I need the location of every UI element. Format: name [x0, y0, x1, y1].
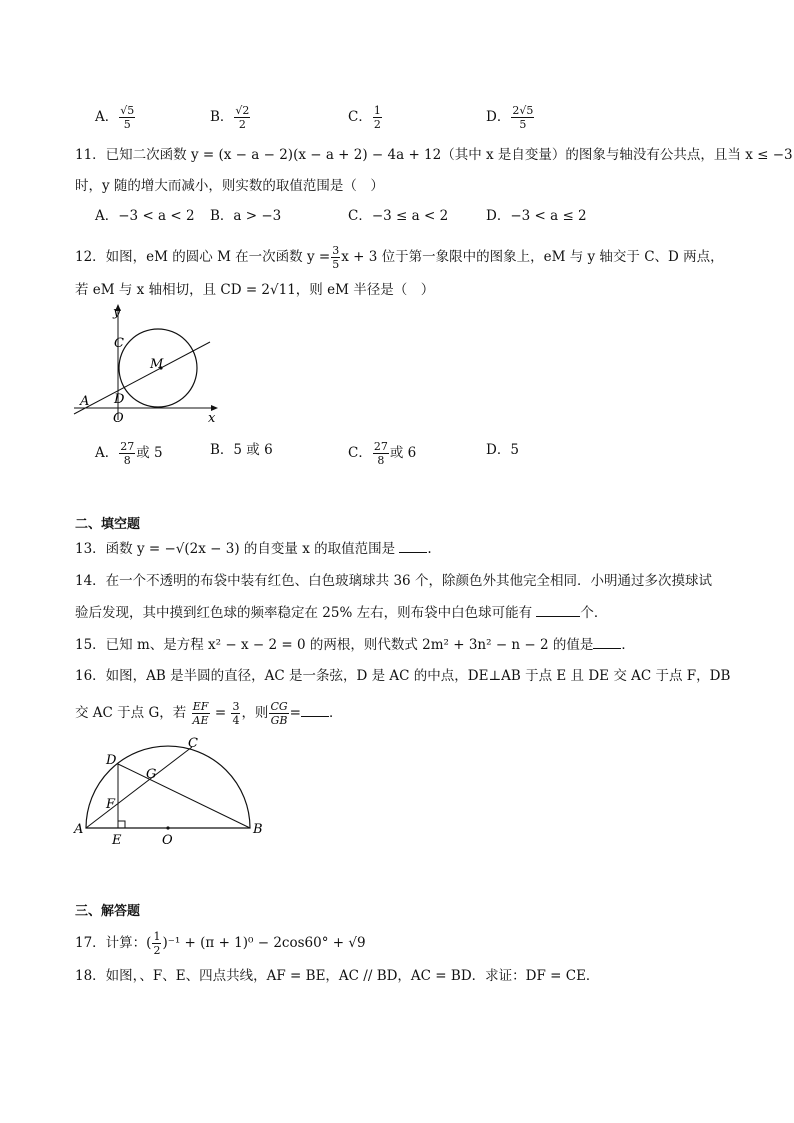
q12-option-a: A． $\frac{27}{8}$ 或 5 — [95, 440, 163, 467]
q13: 13．函数 y = −√(2x − 3) 的自变量 x 的取值范围是 . — [75, 538, 432, 559]
q11-option-c: C．−3 ≤ a < 2 — [348, 208, 449, 224]
fig16-label-o: O — [162, 833, 173, 848]
q18: 18．如图，、F、E、四点共线，AF = BE，AC // BD，AC = BD．求证：DF = CE． — [75, 968, 600, 984]
section-fill-in: 二、填空题 — [75, 517, 141, 532]
q17: 17．计算：( $\frac{1}{2}$ )⁻¹ + (π + 1)⁰ − 2cos60° + √9 — [75, 930, 366, 957]
q14-line-2: 验后发现，其中摸到红色球的频率稳定在 25% 左右，则布袋中白色球可能有 个． — [75, 602, 607, 623]
q16-line-2: 交 AC 于点 G，若 $\frac{EF}{AE}$ = $\frac{3}{4}$ ，则 $\frac{CG}{GB}$ = ． — [75, 700, 343, 727]
q11-line-2: 时，y 随的增大而减小，则实数的取值范围是（ ） — [75, 178, 384, 194]
q11-option-d: D．−3 < a ≤ 2 — [486, 208, 587, 224]
q12-option-b: B．5 或 6 — [210, 442, 273, 458]
q12-line-1: 12．如图，eM 的圆心 M 在一次函数 y = $\frac{3}{5}$ x + 3 位于第一象限中的图象上，eM 与 y 轴交于 C、D 两点， — [75, 244, 724, 271]
fig16-label-d: D — [106, 753, 117, 768]
fig16-label-c: C — [188, 736, 198, 751]
q11-line-1: 11．已知二次函数 y = (x − a − 2)(x − a + 2) − 4a + 12（其中 x 是自变量）的图象与轴没有公共点，且当 x ≤ −3 — [75, 147, 793, 163]
q16-line-1: 16．如图，AB 是半圆的直径，AC 是一条弦，D 是 AC 的中点，DE⊥AB 于点 E 且 DE 交 AC 于点 F，DB — [75, 668, 731, 684]
q12-figure — [68, 302, 228, 427]
section-solve: 三、解答题 — [75, 904, 141, 919]
fig16-label-a: A — [74, 822, 84, 837]
q10-option-d: D． $\frac{2√5}{5}$ — [486, 104, 534, 131]
fig12-label-o: O — [113, 411, 124, 426]
fig16-label-g: G — [146, 767, 157, 782]
q15: 15．已知 m、是方程 x² − x − 2 = 0 的两根，则代数式 2m² + 3n² − n − 2 的值是 ． — [75, 634, 635, 655]
q14-line-1: 14．在一个不透明的布袋中装有红色、白色玻璃球共 36 个，除颜色外其他完全相同．小明通过多次摸球试 — [75, 573, 712, 589]
fig12-label-a: A — [80, 394, 90, 409]
q12-option-c: C． $\frac{27}{8}$ 或 6 — [348, 440, 417, 467]
fig12-label-y: y — [113, 305, 121, 320]
fig12-label-m: M — [150, 357, 164, 372]
q12-option-d: D．5 — [486, 442, 519, 458]
fig12-label-d: D — [114, 392, 125, 407]
fig12-label-x: x — [208, 411, 216, 426]
q12-line-2: 若 eM 与 x 轴相切，且 CD = 2√11，则 eM 半径是（ ） — [75, 282, 435, 298]
fig16-label-e: E — [112, 833, 122, 848]
fig12-label-c: C — [114, 336, 124, 351]
q11-option-a: A．−3 < a < 2 — [95, 208, 195, 224]
fig16-label-f: F — [106, 797, 116, 812]
q10-option-c: C． $\frac{1}{2}$ — [348, 104, 381, 131]
q16-figure — [70, 732, 270, 850]
q10-option-a: A． $\frac{√5}{5}$ — [95, 104, 135, 131]
q11-option-b: B．a > −3 — [210, 208, 282, 224]
fig16-label-b: B — [253, 822, 263, 837]
q10-option-b: B． $\frac{√2}{2}$ — [210, 104, 250, 131]
